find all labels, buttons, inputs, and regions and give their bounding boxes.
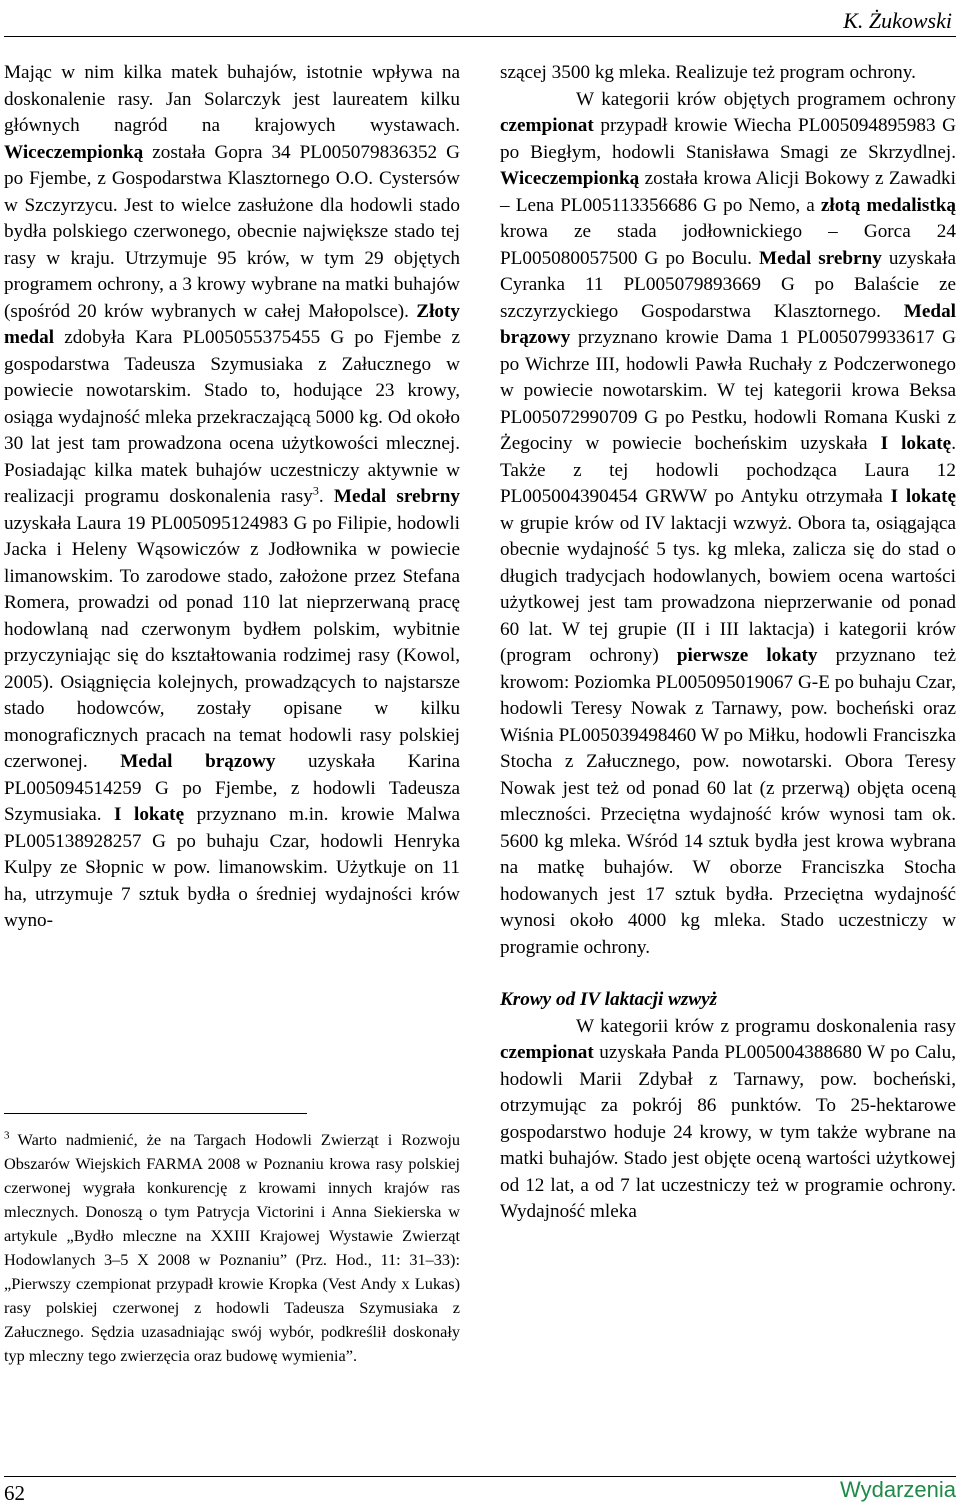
spacer bbox=[500, 961, 956, 987]
footnote bbox=[4, 1128, 460, 1368]
text-run: w grupie krów od IV laktacji wzwyż. Obora ta, osiągająca obecnie wydajność 5 tys. kg mleka, zalicza się do stad o długich tradycjach hodowlanych, bowiem ocena wartości użytkowej jest tam prowadzona nieprzerwanie od ponad 60 lat. W tej grupie (II i III laktacja) i kategorii krów (program ochrony) bbox=[500, 512, 956, 666]
bold-run: Medal brązowy bbox=[120, 751, 276, 772]
footnote-text: Warto nadmienić, że na Targach Hodowli Zwierząt i Rozwoju Obszarów Wiejskich FARMA 2008 w Poznaniu krowa rasy polskiej czerwonej wygrała konkurencję z krowami innych krajów ras mlecznych. Donoszą o tym Patrycja Victorini i Anna Siekierska w artykule „Bydło mleczne na XXIII Krajowej Wystawie Zwierząt Hodowlanych 3–5 X 2008 w Poznaniu” (Prz. Hod., 11: 31–33): „Pierwszy czempionat przypadł krowie Kropka (Vest Andy x Lukas) rasy polskiej czerwonej z hodowli Tadeusza Szymusiaka z Załucznego. Sędzia uzasadniając swój wybór, podkreślił doskonały typ mleczny tego zwierzęcia oraz budowę wymienia”. bbox=[4, 1130, 460, 1365]
bold-run: czempionat bbox=[500, 1042, 594, 1063]
text-run: przyznano krowie Dama 1 PL005079933617 G po Wichrze III, hodowli Pawła Ruchały z Podczerwonego w powiecie nowotarskim. W tej kategorii krowa Beksa PL005072990709 G po Pestku, hodowli Romana Kuski z Żegociny w powiecie bocheńskim uzyskała bbox=[500, 327, 956, 454]
left-column bbox=[4, 60, 460, 935]
right-paragraph-3 bbox=[500, 1014, 956, 1226]
bold-run: Wiceczempionką bbox=[4, 141, 144, 163]
text-run: W kategorii krów objętych programem ochrony bbox=[576, 88, 956, 110]
footnote-rule bbox=[4, 1113, 307, 1114]
text-run: uzyskała Cyranka 11 PL005079893669 G po Balaście ze szczyrzyckiego Gospodarstwa Klasztornego. bbox=[500, 247, 956, 322]
text-run: uzyskała Karina PL005094514259 G po Fjembe, z hodowli Tadeusza Szymusiaka. bbox=[4, 751, 460, 825]
right-paragraph-1: szącej 3500 kg mleka. Realizuje też program ochrony. bbox=[500, 62, 916, 83]
text-run: . bbox=[318, 486, 334, 507]
text-run: W kategorii krów z programu doskonalenia rasy bbox=[576, 1015, 956, 1037]
right-paragraph-2 bbox=[500, 87, 956, 962]
bold-run: czempionat bbox=[500, 115, 594, 136]
footnote-ref[interactable]: 3 bbox=[312, 483, 319, 498]
text-run: Mając w nim kilka matek buhajów, istotnie wpływa na doskonalenie rasy. Jan Solarczyk jest laureatem kilku głównych nagród na krajowych wystawach. bbox=[4, 62, 460, 136]
bold-run: Medal srebrny bbox=[333, 486, 461, 507]
text-run: uzyskała Laura 19 PL005095124983 G po Filipie, hodowli Jacka i Heleny Wąsowiczów z Jodłownika w powiecie limanowskim. To zarodowe stado, założone przez Stefana Romera, prowadzi od ponad 110 lat nieprzerwaną pracę hodowlaną nad czerwonym bydłem polskim, wybitnie przyczyniając się do kształtowania rodzimej rasy (Kowol, 2005). Osiągnięcia kolejnych, prowadzących to najstarsze stado hodowców, zostały opisane w kilku monograficznych pracach na temat hodowli rasy polskiej czerwonej. bbox=[4, 512, 460, 772]
subheading: Krowy od IV laktacji wzwyż bbox=[500, 989, 718, 1010]
section-name: Wydarzenia bbox=[840, 1477, 956, 1502]
bold-run: Medal srebrny bbox=[758, 247, 882, 269]
bold-run: Złoty medal bbox=[4, 300, 460, 348]
footer-rule bbox=[4, 1476, 956, 1477]
right-column bbox=[500, 60, 956, 1226]
bold-run: złotą medalistką bbox=[820, 194, 956, 216]
page-number: 62 bbox=[4, 1481, 25, 1505]
running-header bbox=[4, 6, 956, 37]
bold-run: I lokatę bbox=[880, 433, 952, 454]
bold-run: I lokatę bbox=[890, 486, 957, 507]
bold-run: Wiceczempionką bbox=[500, 168, 640, 189]
text-run: została krowa Alicji Bokowy z Zawadki – Lena PL005113356686 G po Nemo, a bbox=[500, 168, 956, 216]
text-run: uzyskała Panda PL005004388680 W po Calu, hodowli Marii Zdybał z Tarnawy, pow. bocheński, otrzymując za pokrój 86 punktów. To 25-hektarowe gospodarstwo hoduje 24 krowy, w tym także wybrane na matki buhajów. Stado jest objęte oceną wartości użytkowej od 12 lat, a od 7 lat uczestniczy też w programie ochrony. Wydajność mleka bbox=[500, 1042, 956, 1222]
text-run: przyznano też krowom: Poziomka PL005095019067 G-E po buhaju Czar, hodowli Teresy Nowak z Tarnawy, pow. bocheński oraz Wiśnia PL005039498460 W po Miłku, hodowli Franciszka Stocha z Załucznego, pow. nowotarski. Obora Teresy Nowak jest też od ponad 60 lat (z przerwą) objęta oceną mleczności. Przeciętna wydajność krów wynosi tam ok. 5600 kg mleka. Wśród 14 sztuk bydła jest krowa wybrana na matkę buhajów. W oborze Franciszka Stocha hodowanych jest 17 sztuk bydła. Przeciętna wydajność wynosi około 4000 kg mleka. Stado uczestniczy w programie ochrony. bbox=[500, 645, 956, 958]
bold-run: Medal brązowy bbox=[500, 300, 956, 348]
text-run: . Także z tej hodowli pochodząca Laura 12 PL005004390454 GRWW po Antyku otrzymała bbox=[500, 433, 956, 507]
footnote-number: 3 bbox=[4, 1129, 10, 1142]
bold-run: I lokatę bbox=[114, 804, 185, 825]
text-run: krowa ze stada jodłownickiego – Gorca 24 PL005080057500 G po Boculu. bbox=[500, 221, 956, 269]
bold-run: pierwsze lokaty bbox=[676, 645, 818, 666]
text-run: przyznano m.in. krowie Malwa PL005138928257 G po buhaju Czar, hodowli Henryka Kulpy ze Słopnic w pow. limanowskim. Użytkuje on 11 ha, utrzymuje 7 sztuk bydła o średniej wydajności krów wyno- bbox=[4, 804, 460, 931]
text-run: zdobyła Kara PL005055375455 G po Fjembe z gospodarstwa Tadeusza Szymusiaka z Załucznego w powiecie nowotarskim. Stado to, hodujące 23 krowy, osiąga wydajność mleka przekraczającą 5000 kg. Od około 30 lat jest tam prowadzona ocena użytkowości mlecznej. Posiadając kilka matek buhajów uczestniczy aktywnie w realizacji programu doskonalenia rasy bbox=[4, 327, 460, 507]
text-run: przypadł krowie Wiecha PL005094895983 G po Biegłym, hodowli Stanisława Smagi ze Skrzydlnej. bbox=[500, 115, 956, 163]
header-author: K. Żukowski bbox=[843, 8, 952, 33]
text-run: została Gopra 34 PL005079836352 G po Fjembe, z Gospodarstwa Klasztornego O.O. Cystersów w Szczyrzycu. Jest to wielce zasłużone dla hodowli stado bydła polskiego czerwonego, obecnie największe stado tej rasy w kraju. Utrzymuje 95 krów, w tym 29 objętych programem ochrony, a 3 krowy wybrane na matki buhajów (spośród 20 krów wybranych w całej Małopolsce). bbox=[4, 141, 460, 322]
left-paragraph bbox=[4, 60, 460, 935]
